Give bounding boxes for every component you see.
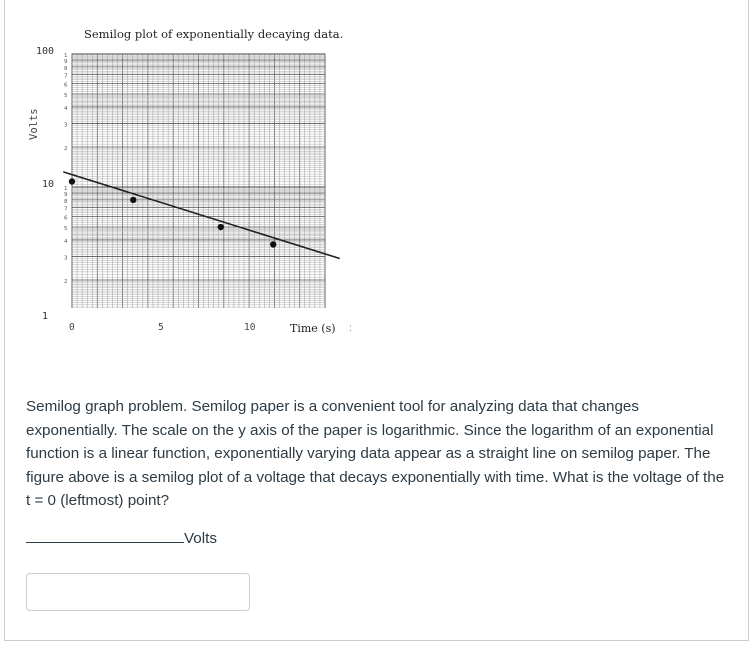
minor-y-tick-label: 5: [64, 226, 68, 233]
question-text: Semilog graph problem. Semilog paper is a convenient tool for analyzing data that changes exponentially. The scale on the y axis of the paper is logarithmic. Since the logarithm of an exponential function is a linear function, exponentially varying data appear as a straight line on semilog paper. The figure above is a semilog plot of a voltage that decays exponentially with time. What is the voltage of the t = 0 (leftmost) point?: [26, 398, 725, 509]
minor-y-tick-label: 3: [64, 122, 68, 129]
data-point: [218, 224, 224, 230]
minor-y-tick-label: 6: [64, 215, 68, 222]
answer-blank-line: [26, 528, 184, 543]
x-tick-label-0: 0: [69, 322, 75, 333]
minor-y-tick-label: 1: [64, 186, 68, 192]
data-point: [270, 241, 276, 247]
minor-y-tick-label: 9: [64, 59, 68, 66]
minor-y-tick-label: 7: [64, 73, 68, 80]
answer-prompt: [26, 528, 217, 547]
minor-y-tick-label: 9: [64, 192, 68, 199]
minor-y-tick-label: 2: [64, 145, 68, 152]
data-point: [69, 178, 75, 184]
minor-y-tick-label: 8: [64, 65, 68, 72]
x-tick-label-5: 5: [158, 322, 164, 333]
minor-y-tick-label: 4: [64, 105, 68, 112]
minor-y-tick-label: 1: [64, 53, 68, 59]
minor-y-tick-label: 7: [64, 206, 68, 213]
minor-y-tick-label: 6: [64, 82, 68, 89]
minor-y-tick-label: 5: [64, 93, 68, 100]
semilog-plot: [60, 48, 340, 308]
stray-colon: :: [349, 323, 352, 334]
y-tick-label-100: 100: [36, 46, 55, 57]
minor-y-tick-label: 4: [64, 238, 68, 245]
x-tick-label-10: 10: [244, 322, 256, 333]
y-tick-label-10: 10: [42, 179, 55, 190]
y-axis-title: Volts: [28, 108, 40, 140]
answer-unit: Volts: [184, 530, 217, 547]
minor-y-tick-label: 8: [64, 198, 68, 205]
y-tick-label-1: 1: [42, 311, 49, 322]
minor-y-tick-label: 2: [64, 278, 68, 285]
chart-title: Semilog plot of exponentially decaying data.: [84, 27, 344, 41]
x-axis-title: Time (s): [290, 322, 336, 335]
data-point: [130, 197, 136, 203]
answer-input[interactable]: [26, 573, 250, 611]
minor-y-tick-label: 3: [64, 255, 68, 262]
